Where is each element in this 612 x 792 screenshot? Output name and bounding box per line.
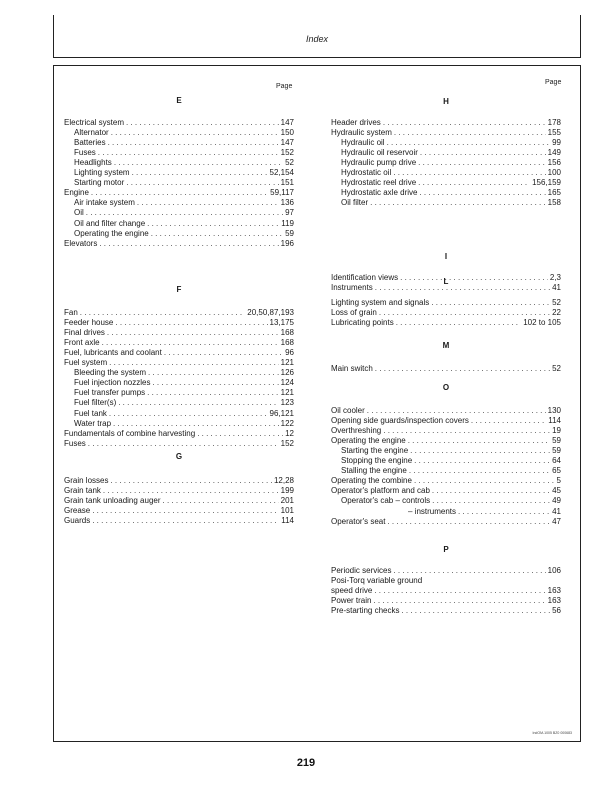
dot-leader	[99, 239, 278, 249]
page-column-label: Page	[545, 79, 562, 86]
index-term: Hydraulic system	[331, 128, 392, 138]
index-page-ref: 101	[280, 506, 294, 516]
index-entry	[331, 517, 561, 527]
dot-leader	[152, 378, 278, 388]
dot-leader	[374, 586, 545, 596]
section-letter: G	[175, 452, 183, 461]
index-page-ref: 12	[285, 428, 294, 438]
index-page-ref: 152	[280, 438, 294, 448]
index-page-ref: 64	[552, 456, 561, 466]
index-entry	[64, 368, 294, 378]
index-entry	[64, 239, 294, 249]
index-entry	[64, 439, 294, 449]
section-letter: L	[443, 277, 449, 286]
index-term: Fundamentals of combine harvesting	[64, 428, 196, 438]
dot-leader	[80, 308, 245, 318]
index-page-ref: 49	[552, 496, 561, 506]
dot-leader	[393, 168, 545, 178]
index-entry	[331, 168, 561, 178]
index-entry	[64, 128, 294, 138]
index-page-ref: 124	[280, 378, 294, 388]
index-term: Bleeding the system	[74, 368, 147, 378]
index-entry	[331, 178, 561, 188]
index-entry	[331, 406, 561, 416]
index-page-ref: 20,50,87,193	[247, 308, 294, 317]
dot-leader	[98, 148, 279, 158]
index-page-ref: 47	[552, 516, 561, 526]
index-term: Starting motor	[74, 178, 125, 188]
index-entry	[64, 308, 294, 318]
index-term: Guards	[64, 516, 91, 526]
index-page-ref: 59,117	[270, 188, 294, 198]
index-entry	[331, 466, 561, 476]
index-term: Instruments	[331, 283, 373, 293]
index-entry	[331, 426, 561, 436]
index-entry	[331, 606, 561, 616]
index-page-ref: 56	[552, 606, 561, 616]
index-entry	[64, 178, 294, 188]
index-entry	[64, 148, 294, 158]
index-entry	[64, 419, 294, 429]
index-page-ref: 12,28	[273, 476, 294, 485]
index-page-ref: 119	[281, 218, 294, 228]
index-term: Grain tank	[64, 486, 101, 496]
index-entry	[331, 486, 561, 496]
index-page-ref: 114	[548, 416, 561, 426]
index-page-ref: 147	[280, 118, 294, 127]
index-page-ref: 201	[280, 496, 294, 506]
index-entry	[64, 208, 294, 218]
dot-leader	[414, 476, 555, 486]
dot-leader	[197, 429, 283, 439]
index-entry	[64, 378, 294, 388]
index-term: Hydrostatic reel drive	[341, 178, 417, 188]
index-page-ref: 156,159	[532, 178, 561, 188]
dot-leader	[383, 426, 550, 436]
index-term: Lubricating points	[331, 318, 394, 328]
index-term: Grain losses	[64, 476, 109, 485]
dot-leader	[108, 138, 279, 148]
index-entry	[64, 429, 294, 439]
index-term: Operating the engine	[74, 228, 149, 238]
header-title: Index	[305, 34, 329, 44]
index-term: Pre-starting checks	[331, 606, 400, 616]
index-entry	[64, 338, 294, 348]
index-page-ref: 152	[280, 148, 294, 158]
index-term: Operator's cab – controls	[341, 496, 431, 506]
dot-leader	[387, 138, 551, 148]
index-term: Water trap	[74, 418, 112, 428]
index-term: Main switch	[331, 364, 373, 373]
index-page-ref: 196	[280, 238, 294, 248]
index-page-ref: 96	[285, 348, 294, 358]
index-term: Oil cooler	[331, 406, 365, 415]
index-term: Fuses	[74, 148, 96, 158]
index-entry	[64, 388, 294, 398]
index-term: Operator's seat	[331, 516, 386, 526]
index-term: Fuses	[64, 438, 86, 448]
index-term: Identification views	[331, 273, 399, 282]
index-entry	[331, 446, 561, 456]
index-page-ref: 65	[552, 466, 561, 476]
index-entry	[64, 506, 294, 516]
index-term: Feeder house	[64, 318, 114, 328]
index-term: Lighting system	[74, 168, 130, 178]
dot-leader	[387, 517, 550, 527]
dot-leader	[148, 368, 279, 378]
index-page-ref: 99	[552, 138, 561, 148]
dot-leader	[92, 506, 278, 516]
index-entry	[64, 158, 294, 168]
index-page-ref: 149	[547, 148, 561, 158]
index-page-ref: 52	[552, 298, 561, 307]
index-term: Hydraulic pump drive	[341, 158, 417, 168]
dot-leader	[458, 507, 550, 517]
index-page-ref: 158	[547, 198, 561, 208]
index-entry	[331, 128, 561, 138]
footer-code: IndOM-1005 BZ0 000683	[532, 731, 572, 735]
section-letter: O	[442, 383, 450, 392]
index-entry	[331, 596, 561, 606]
dot-leader	[375, 364, 550, 374]
index-entry	[331, 308, 561, 318]
index-term: Loss of grain	[331, 308, 377, 318]
index-entry	[331, 138, 561, 148]
index-term: Final drives	[64, 328, 105, 338]
dot-leader	[432, 486, 550, 496]
index-page-ref: 2,3	[549, 273, 561, 282]
section-letter: P	[443, 545, 449, 554]
index-page-ref: 122	[280, 418, 294, 428]
index-page-ref: 163	[547, 586, 561, 596]
index-term: Headlights	[74, 158, 112, 168]
index-page-ref: 41	[552, 283, 561, 293]
index-entry	[331, 416, 561, 426]
index-page-ref: 96,121	[269, 408, 294, 418]
index-term: Hydraulic oil reservoir	[341, 148, 418, 158]
index-page-ref: 121	[280, 388, 294, 398]
index-term: Opening side guards/inspection covers	[331, 416, 469, 426]
index-entry	[331, 476, 561, 486]
index-page-ref: 59	[552, 446, 561, 456]
index-page-ref: 199	[280, 486, 294, 496]
index-page-ref: 102 to 105	[523, 318, 561, 328]
index-page-ref: 45	[552, 486, 561, 496]
index-entry	[64, 398, 294, 408]
index-page-ref: 5	[556, 476, 561, 486]
dot-leader	[401, 606, 550, 616]
index-term: Fuel tank	[74, 408, 107, 418]
dot-leader	[431, 298, 550, 308]
section-letter: E	[176, 96, 182, 105]
index-term: Oil filter	[341, 198, 369, 208]
index-page-ref: 121	[280, 358, 294, 368]
index-term: Starting the engine	[341, 446, 409, 456]
index-entry	[64, 188, 294, 198]
index-page-ref: 168	[280, 328, 294, 338]
index-page-ref: 106	[547, 566, 561, 575]
dot-leader	[109, 409, 268, 419]
index-entry	[331, 298, 561, 308]
index-entry	[331, 507, 561, 517]
dot-leader	[118, 398, 278, 408]
index-term: Fuel filter(s)	[74, 398, 117, 408]
index-page-ref: 156	[547, 158, 561, 168]
dot-leader	[367, 406, 546, 416]
dot-leader	[113, 419, 279, 429]
index-entry	[64, 496, 294, 506]
index-term: Electrical system	[64, 118, 125, 127]
index-entry	[64, 229, 294, 239]
dot-leader	[379, 308, 550, 318]
index-term: Stopping the engine	[341, 456, 413, 466]
index-term: – instruments	[408, 506, 457, 516]
index-entry	[64, 409, 294, 419]
index-term: Oil	[74, 208, 84, 218]
dot-leader	[409, 466, 550, 476]
dot-leader	[137, 198, 279, 208]
dot-leader	[164, 348, 283, 358]
index-term: Operator's platform and cab	[331, 486, 430, 496]
index-term: Fan	[64, 308, 78, 317]
index-term: Power train	[331, 596, 372, 606]
index-entry	[331, 456, 561, 466]
index-page-ref: 155	[547, 128, 561, 138]
dot-leader	[151, 229, 283, 239]
index-entry	[331, 436, 561, 446]
section-letter: I	[444, 252, 448, 261]
index-entry	[64, 358, 294, 368]
index-entry	[331, 586, 561, 596]
index-term: Fuel system	[64, 358, 108, 368]
index-term: Grease	[64, 506, 91, 516]
dot-leader	[109, 358, 279, 368]
index-page-ref: 130	[547, 406, 561, 415]
dot-leader	[471, 416, 546, 426]
index-entry	[331, 576, 561, 586]
index-term: Fuel injection nozzles	[74, 378, 151, 388]
index-page-ref: 59	[285, 228, 294, 238]
index-entry	[64, 138, 294, 148]
index-term: Grain tank unloading auger	[64, 496, 161, 506]
index-page-ref: 126	[280, 368, 294, 378]
section-letter: H	[443, 97, 449, 106]
dot-leader	[114, 158, 283, 168]
index-entry	[331, 364, 561, 374]
index-entry	[331, 198, 561, 208]
index-page-ref: 41	[552, 506, 561, 516]
page-column-label: Page	[276, 83, 293, 90]
index-page-ref: 168	[280, 338, 294, 348]
dot-leader	[111, 128, 279, 138]
dot-leader	[408, 436, 550, 446]
index-term: Overthreshing	[331, 426, 382, 436]
dot-leader	[410, 446, 550, 456]
index-term: Fuel transfer pumps	[74, 388, 146, 398]
index-term: Header drives	[331, 118, 381, 127]
index-term: Stalling the engine	[341, 466, 407, 476]
dot-leader	[126, 178, 278, 188]
index-term: Oil and filter change	[74, 218, 146, 228]
dot-leader	[418, 178, 530, 188]
index-page-ref: 22	[552, 308, 561, 318]
index-term: Hydraulic oil	[341, 138, 385, 148]
index-term: Operating the combine	[331, 476, 412, 486]
index-entry	[64, 318, 294, 328]
index-entry	[331, 188, 561, 198]
index-term: Operating the engine	[331, 436, 406, 446]
index-page-ref: 13,175	[269, 318, 294, 328]
index-term: Air intake system	[74, 198, 135, 208]
index-term: Periodic services	[331, 566, 392, 575]
index-term: Hydrostatic oil	[341, 168, 392, 178]
index-page-ref: 100	[547, 168, 561, 178]
index-page-ref: 151	[280, 178, 294, 188]
index-term: Posi-Torq variable ground	[331, 576, 423, 586]
dot-leader	[418, 158, 546, 168]
index-page-ref: 165	[547, 188, 561, 198]
index-page-ref: 52	[285, 158, 294, 168]
dot-leader	[432, 496, 550, 506]
section-letter: M	[442, 341, 450, 350]
index-term: Alternator	[74, 128, 109, 138]
index-entry	[331, 566, 561, 576]
dot-leader	[132, 168, 268, 178]
index-entry	[64, 486, 294, 496]
index-page-ref: 52	[552, 364, 561, 373]
dot-leader	[147, 388, 279, 398]
index-page-ref: 52,154	[269, 168, 294, 178]
index-entry	[331, 148, 561, 158]
index-entry	[64, 198, 294, 208]
index-term: Lighting system and signals	[331, 298, 430, 307]
dot-leader	[91, 188, 268, 198]
dot-leader	[110, 476, 272, 486]
dot-leader	[88, 439, 279, 449]
dot-leader	[147, 219, 279, 229]
index-entry	[64, 219, 294, 229]
page-number: 219	[296, 757, 316, 769]
index-term: Fuel, lubricants and coolant	[64, 348, 162, 358]
index-entry	[64, 348, 294, 358]
index-entry	[331, 318, 561, 328]
dot-leader	[103, 486, 279, 496]
index-page-ref: 59	[552, 436, 561, 446]
index-page-ref: 123	[280, 398, 294, 408]
dot-leader	[396, 318, 521, 328]
index-entry	[331, 118, 561, 128]
index-page-ref: 150	[280, 128, 294, 138]
index-page-ref: 147	[280, 138, 294, 148]
section-letter: F	[176, 285, 182, 294]
dot-leader	[107, 328, 279, 338]
index-entry	[64, 118, 294, 128]
index-content-box	[53, 65, 581, 742]
dot-leader	[383, 118, 546, 128]
dot-leader	[86, 208, 283, 218]
index-page-ref: 114	[281, 516, 294, 526]
dot-leader	[373, 596, 545, 606]
dot-leader	[370, 198, 546, 208]
dot-leader	[102, 338, 279, 348]
index-page-ref: 136	[280, 198, 294, 208]
dot-leader	[115, 318, 267, 328]
index-term: Batteries	[74, 138, 106, 148]
index-page-ref: 178	[547, 118, 561, 127]
index-page-ref: 19	[552, 426, 561, 436]
index-entry	[64, 168, 294, 178]
dot-leader	[393, 566, 545, 576]
index-entry	[331, 158, 561, 168]
dot-leader	[92, 516, 279, 526]
index-term: Hydrostatic axle drive	[341, 188, 418, 198]
index-entry	[64, 328, 294, 338]
dot-leader	[414, 456, 550, 466]
dot-leader	[394, 128, 546, 138]
dot-leader	[126, 118, 279, 128]
index-entry	[331, 496, 561, 506]
index-page-ref: 163	[547, 596, 561, 606]
dot-leader	[419, 188, 545, 198]
index-term: Front axle	[64, 338, 100, 348]
index-term: speed drive	[331, 586, 373, 596]
dot-leader	[163, 496, 279, 506]
index-term: Elevators	[64, 238, 98, 248]
index-page-ref: 97	[285, 208, 294, 218]
index-term: Engine	[64, 188, 89, 198]
index-entry	[64, 476, 294, 486]
header-frame	[53, 15, 581, 58]
index-entry	[64, 516, 294, 526]
dot-leader	[420, 148, 546, 158]
